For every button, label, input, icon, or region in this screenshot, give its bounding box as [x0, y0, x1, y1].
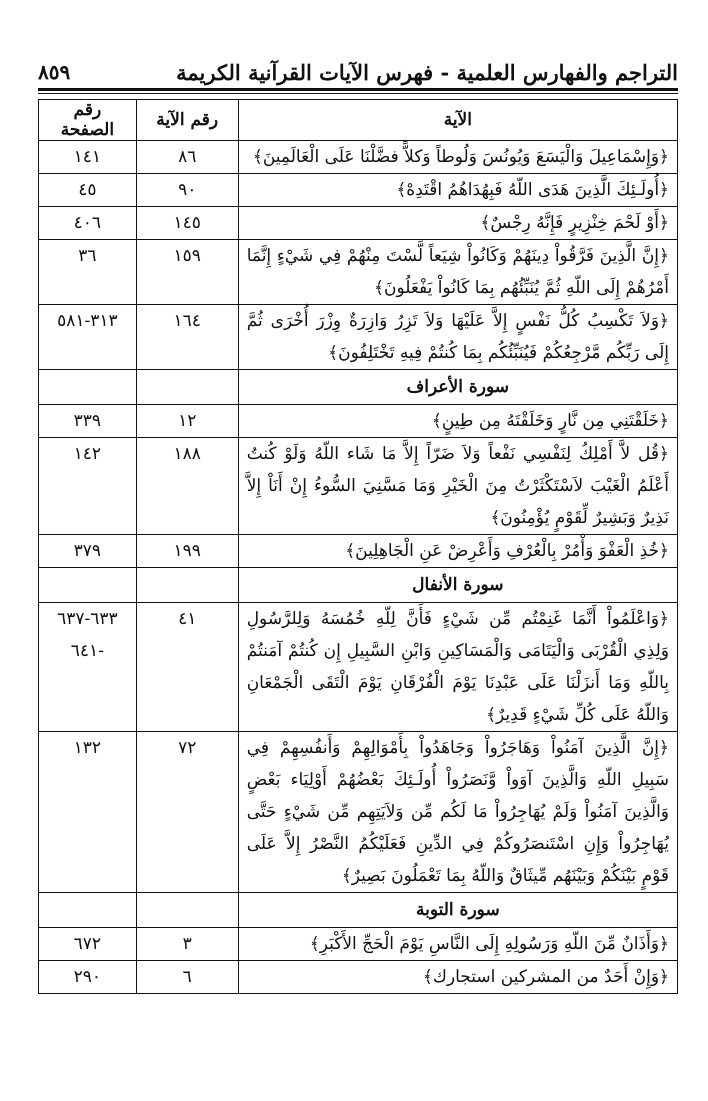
verse-number: ١٤٥ [136, 207, 238, 240]
page-reference: ١٤٢ [73, 444, 102, 464]
verse-text: ﴿وَلاَ تَكْسِبُ كُلُّ نَفْسٍ إِلاَّ عَلَيْهَا وَلاَ تَزِرُ وَازِرَةٌ وِزْرَ أُخْرَى ثُمَّ إِلَى رَبِّكُم مَّرْجِعُكُمْ فَيُنَبِّئُكُم بِمَا كُنتُمْ فِيهِ تَخْتَلِفُونَ﴾ [238, 305, 677, 370]
surah-title: سورة الأعراف [238, 370, 677, 405]
page-reference-cell [39, 732, 137, 893]
verse-text: ﴿أُولَـئِكَ الَّذِينَ هَدَى اللّهُ فَبِهُدَاهُمُ اقْتَدِهْ﴾ [238, 174, 677, 207]
verse-number: ٧٢ [136, 732, 238, 893]
table-row [39, 174, 678, 207]
surah-heading-row [39, 893, 678, 928]
surah-heading-row [39, 568, 678, 603]
table-row [39, 732, 678, 893]
empty-cell [136, 370, 238, 405]
verse-number: ١٥٩ [136, 240, 238, 305]
empty-cell [136, 568, 238, 603]
verse-number: ٣ [136, 928, 238, 961]
page-reference: ٣٧٩ [73, 541, 102, 561]
header-rule-thick [38, 88, 678, 91]
page-reference-cell [39, 240, 137, 305]
verse-index-table [38, 99, 678, 994]
empty-cell [39, 893, 137, 928]
surah-title: سورة الأنفال [238, 568, 677, 603]
page-reference-cell [39, 928, 137, 961]
table-header-row [39, 100, 678, 141]
column-header-page-number: رقم الصفحة [39, 100, 137, 141]
page-reference: ٢٩٠ [73, 967, 102, 987]
verse-number: ٤١ [136, 603, 238, 732]
page-reference: ٣٦ [78, 246, 97, 266]
verse-number: ١٨٨ [136, 438, 238, 535]
verse-text: ﴿قُل لاَّ أَمْلِكُ لِنَفْسِي نَفْعاً وَلاَ ضَرّاً إِلاَّ مَا شَاء اللّهُ وَلَوْ كُنتُ أَعْلَمُ الْغَيْبَ لاَسْتَكْثَرْتُ مِنَ الْخَيْرِ وَمَا مَسَّنِيَ السُّوءُ إِنْ أَنَاْ إِلاَّ نَذِيرٌ وَبَشِيرٌ لِّقَوْمٍ يُؤْمِنُونَ﴾ [238, 438, 677, 535]
empty-cell [39, 370, 137, 405]
page-reference-cell [39, 305, 137, 370]
page-reference-cell [39, 603, 137, 732]
verse-text: ﴿وَإِنْ أَحَدٌ من المشركين استجارك﴾ [238, 961, 677, 994]
page-reference: ٤٠٦ [73, 213, 102, 233]
empty-cell [136, 893, 238, 928]
verse-number: ٦ [136, 961, 238, 994]
page-reference: ١٣٢ [73, 738, 102, 758]
verse-number: ١٦٤ [136, 305, 238, 370]
table-row [39, 438, 678, 535]
table-row [39, 405, 678, 438]
empty-cell [39, 568, 137, 603]
page-reference: ٦٧٢ [73, 934, 102, 954]
running-title: التراجم والفهارس العلمية - فهرس الآيات القرآنية الكريمة [176, 59, 678, 85]
verse-text: ﴿وَإِسْمَاعِيلَ وَالْيَسَعَ وَيُونُسَ وَلُوطاً وَكلاًّ فضَّلْنَا عَلَى الْعَالَمِينَ﴾ [238, 141, 677, 174]
page-reference: ٤٥ [78, 180, 97, 200]
verse-text: ﴿وَأَذَانٌ مِّنَ اللّهِ وَرَسُولِهِ إِلَى النَّاسِ يَوْمَ الْحَجِّ الأَكْبَرِ﴾ [238, 928, 677, 961]
verse-text: ﴿إِنَّ الَّذِينَ آمَنُواْ وَهَاجَرُواْ وَجَاهَدُواْ بِأَمْوَالِهِمْ وَأَنفُسِهِمْ فِي سَبِيلِ اللّهِ وَالَّذِينَ آوَواْ وَّنَصَرُواْ أُولَـئِكَ بَعْضُهُمْ أَوْلِيَاء بَعْضٍ وَالَّذِينَ آمَنُواْ وَلَمْ يُهَاجِرُواْ مَا لَكُم مِّن وَلاَيَتِهِم مِّن شَيْءٍ حَتَّى يُهَاجِرُواْ وَإِنِ اسْتَنصَرُوكُمْ فِي الدِّينِ فَعَلَيْكُمُ النَّصْرُ إِلاَّ عَلَى قَوْمٍ بَيْنَكُمْ وَبَيْنَهُم مِّيثَاقٌ وَاللّهُ بِمَا تَعْمَلُونَ بَصِيرٌ﴾ [238, 732, 677, 893]
page-reference-cell [39, 174, 137, 207]
table-row [39, 141, 678, 174]
page-reference-continued: -٦٤١ [70, 641, 104, 661]
page-reference: ١٤١ [73, 147, 102, 167]
table-row [39, 207, 678, 240]
verse-text: ﴿أَوْ لَحْمَ خِنْزِيرٍ فَإِنَّهُ رِجْسٌ﴾ [238, 207, 677, 240]
verse-text: ﴿خَلَقْتَنِي مِن نَّارٍ وَخَلَقْتَهُ مِن طِينٍ﴾ [238, 405, 677, 438]
page-reference-cell [39, 438, 137, 535]
column-header-verse: الآية [238, 100, 677, 141]
table-row [39, 603, 678, 732]
verse-text: ﴿خُذِ الْعَفْوَ وَأْمُرْ بِالْعُرْفِ وَأَعْرِضْ عَنِ الْجَاهِلِينَ﴾ [238, 535, 677, 568]
verse-text: ﴿وَاعْلَمُواْ أَنَّمَا غَنِمْتُم مِّن شَيْءٍ فَأَنَّ لِلّهِ خُمُسَهُ وَلِلرَّسُولِ وَلِذِي الْقُرْبَى وَالْيَتَامَى وَالْمَسَاكِينِ وَابْنِ السَّبِيلِ إِن كُنتُمْ آمَنتُمْ بِاللّهِ وَمَا أَنزَلْنَا عَلَى عَبْدِنَا يَوْمَ الْفُرْقَانِ يَوْمَ الْتَقَى الْجَمْعَانِ وَاللّهُ عَلَى كُلِّ شَيْءٍ قَدِيرٌ﴾ [238, 603, 677, 732]
page-reference: ٣٣٩ [73, 411, 102, 431]
page-reference-cell [39, 961, 137, 994]
table-row [39, 305, 678, 370]
page-reference-cell [39, 207, 137, 240]
page-reference-cell [39, 141, 137, 174]
verse-number: ١٩٩ [136, 535, 238, 568]
header-rule-thin [38, 93, 678, 94]
page-reference-cell [39, 405, 137, 438]
table-row [39, 535, 678, 568]
page-reference: ٦٣٣-٦٣٧ [57, 609, 118, 629]
verse-number: ١٢ [136, 405, 238, 438]
page-number: ٨٥٩ [38, 60, 71, 84]
surah-title: سورة التوبة [238, 893, 677, 928]
table-row [39, 240, 678, 305]
page-header [38, 54, 678, 90]
verse-number: ٩٠ [136, 174, 238, 207]
verse-number: ٨٦ [136, 141, 238, 174]
column-header-verse-number: رقم الآية [136, 100, 238, 141]
table-row [39, 961, 678, 994]
verse-text: ﴿إِنَّ الَّذِينَ فَرَّقُواْ دِينَهُمْ وَكَانُواْ شِيَعاً لَّسْتَ مِنْهُمْ فِي شَيْءٍ إِنَّمَا أَمْرُهُمْ إِلَى اللّهِ ثُمَّ يُنَبِّئُهُم بِمَا كَانُواْ يَفْعَلُونَ﴾ [238, 240, 677, 305]
page-reference-cell [39, 535, 137, 568]
surah-heading-row [39, 370, 678, 405]
table-row [39, 928, 678, 961]
page-reference: ٣١٣-٥٨١ [57, 311, 118, 331]
